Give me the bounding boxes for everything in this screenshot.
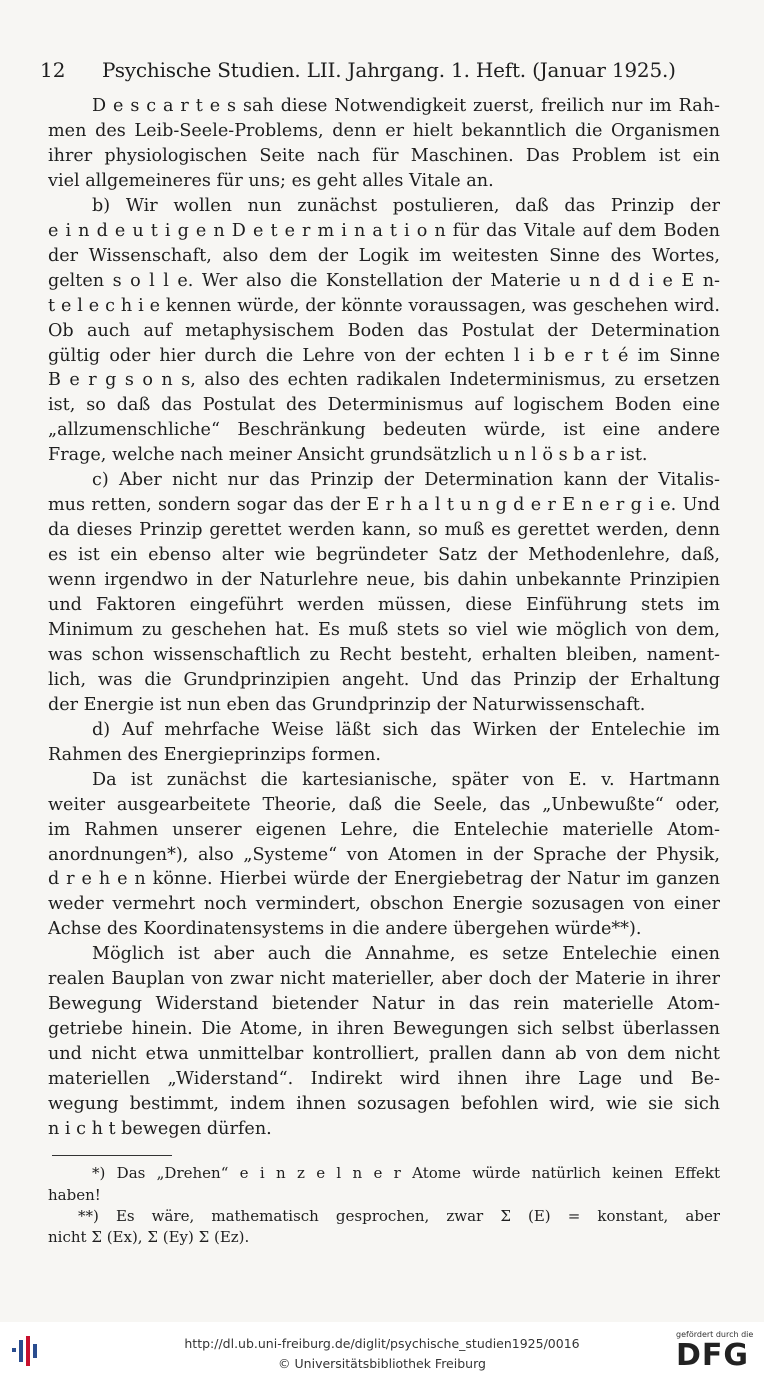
text-line: d r e h e n könne. Hierbei würde der Energiebetrag der Natur im ganzen: [48, 869, 720, 890]
text-line: der Wissenschaft, also dem der Logik im weitesten Sinne des Wortes,: [48, 245, 720, 266]
copyright-text: © Universitätsbibliothek Freiburg: [278, 1356, 486, 1371]
text-line: Rahmen des Energieprinzips formen.: [48, 744, 382, 765]
text-line: viel allgemeineres für uns; es geht alles Vitale an.: [48, 170, 494, 191]
text-line: wegung bestimmt, indem ihnen sozusagen befohlen wird, wie sie sich: [48, 1094, 720, 1114]
text-line: gelten s o l l e. Wer also die Konstellation der Materie u n d d i e E n-: [48, 270, 720, 291]
footnote-line: **) Es wäre, mathematisch gesprochen, zwar Σ (E) = konstant, aber: [78, 1207, 720, 1225]
text-line: es ist ein ebenso alter wie begründeter Satz der Methodenlehre, daß,: [48, 545, 720, 566]
text-line: Möglich ist aber auch die Annahme, es setze Entelechie einen: [92, 944, 720, 965]
text-line: ihrer physiologischen Seite nach für Maschinen. Das Problem ist ein: [48, 145, 720, 166]
footnote-line: haben!: [48, 1186, 101, 1204]
dfg-logo: DFG: [676, 1338, 750, 1373]
text-line: t e l e c h i e kennen würde, der könnte voraussagen, was geschehen wird.: [48, 295, 720, 316]
text-line: da dieses Prinzip gerettet werden kann, so muß es gerettet werden, denn: [48, 520, 720, 541]
footnote-rule: [52, 1155, 172, 1156]
text-line: ist, so daß das Postulat des Determinismus auf logischem Boden eine: [48, 395, 720, 416]
text-line: Bewegung Widerstand bietender Natur in das rein materielle Atom-: [48, 994, 720, 1015]
text-line: weiter ausgearbeitete Theorie, daß die Seele, das „Unbewußte“ oder,: [48, 794, 720, 815]
text-line: der Energie ist nun eben das Grundprinzip der Naturwissenschaft.: [48, 694, 646, 715]
text-line: weder vermehrt noch vermindert, obschon Energie sozusagen von einer: [48, 894, 720, 915]
viewer-footer: [0, 1322, 764, 1378]
text-line: B e r g s o n s, also des echten radikalen Indeterminismus, zu ersetzen: [48, 370, 720, 391]
text-line: c) Aber nicht nur das Prinzip der Determination kann der Vitalis-: [92, 470, 720, 491]
footnote-line: *) Das „Drehen“ e i n z e l n e r Atome würde natürlich keinen Effekt: [92, 1164, 720, 1182]
text-line: materiellen „Widerstand“. Indirekt wird ihnen ihre Lage und Be-: [48, 1069, 720, 1090]
text-line: Achse des Koordinatensystems in die andere übergehen würde**).: [48, 919, 642, 940]
text-line: Minimum zu geschehen hat. Es muß stets so viel wie möglich von dem,: [48, 619, 720, 640]
text-line: D e s c a r t e s sah diese Notwendigkeit zuerst, freilich nur im Rah-: [92, 96, 720, 116]
text-line: e i n d e u t i g e n D e t e r m i n a t i o n für das Vitale auf dem Boden: [48, 220, 720, 241]
text-line: mus retten, sondern sogar das der E r h a l t u n g d e r E n e r g i e. Und: [48, 495, 720, 516]
page-header: [40, 58, 730, 88]
text-line: Ob auch auf metaphysischem Boden das Postulat der Determination: [48, 320, 720, 341]
text-line: und Faktoren eingeführt werden müssen, diese Einführung stets im: [48, 595, 720, 615]
dfg-tagline: gefördert durch die: [676, 1330, 754, 1339]
text-line: was schon wissenschaftlich zu Recht besteht, erhalten bleiben, nament-: [48, 644, 720, 665]
text-line: realen Bauplan von zwar nicht materieller, aber doch der Materie in ihrer: [48, 969, 720, 990]
text-line: wenn irgendwo in der Naturlehre neue, bis dahin unbekannte Prinzipien: [48, 570, 720, 591]
text-line: im Rahmen unserer eigenen Lehre, die Entelechie materielle Atom-: [48, 819, 720, 840]
text-line: und nicht etwa unmittelbar kontrolliert, prallen dann ab von dem nicht: [48, 1044, 720, 1065]
text-line: getriebe hinein. Die Atome, in ihren Bewegungen sich selbst überlassen: [48, 1019, 720, 1040]
text-line: n i c h t bewegen dürfen.: [48, 1118, 272, 1139]
text-line: lich, was die Grundprinzipien angeht. Und das Prinzip der Erhaltung: [48, 669, 720, 690]
text-line: b) Wir wollen nun zunächst postulieren, daß das Prinzip der: [92, 195, 720, 216]
footnote-line: nicht Σ (Ex), Σ (Ey) Σ (Ez).: [48, 1228, 250, 1246]
text-line: gültig oder hier durch die Lehre von der echten l i b e r t é im Sinne: [48, 345, 720, 366]
running-title: Psychische Studien. LII. Jahrgang. 1. Heft. (Januar 1925.): [102, 58, 676, 82]
page-number: 12: [40, 58, 66, 82]
text-line: anordnungen*), also „Systeme“ von Atomen in der Sprache der Physik,: [48, 844, 720, 865]
text-line: d) Auf mehrfache Weise läßt sich das Wirken der Entelechie im: [92, 719, 720, 740]
text-line: „allzumenschliche“ Beschränkung bedeuten würde, ist eine andere: [48, 420, 720, 441]
text-line: Da ist zunächst die kartesianische, später von E. v. Hartmann: [92, 769, 720, 790]
text-line: Frage, welche nach meiner Ansicht grundsätzlich u n l ö s b a r ist.: [48, 445, 648, 466]
source-url-link[interactable]: http://dl.ub.uni-freiburg.de/diglit/psychische_studien1925/0016: [184, 1336, 580, 1351]
text-line: men des Leib-Seele-Problems, denn er hielt bekanntlich die Organismen: [48, 120, 720, 141]
